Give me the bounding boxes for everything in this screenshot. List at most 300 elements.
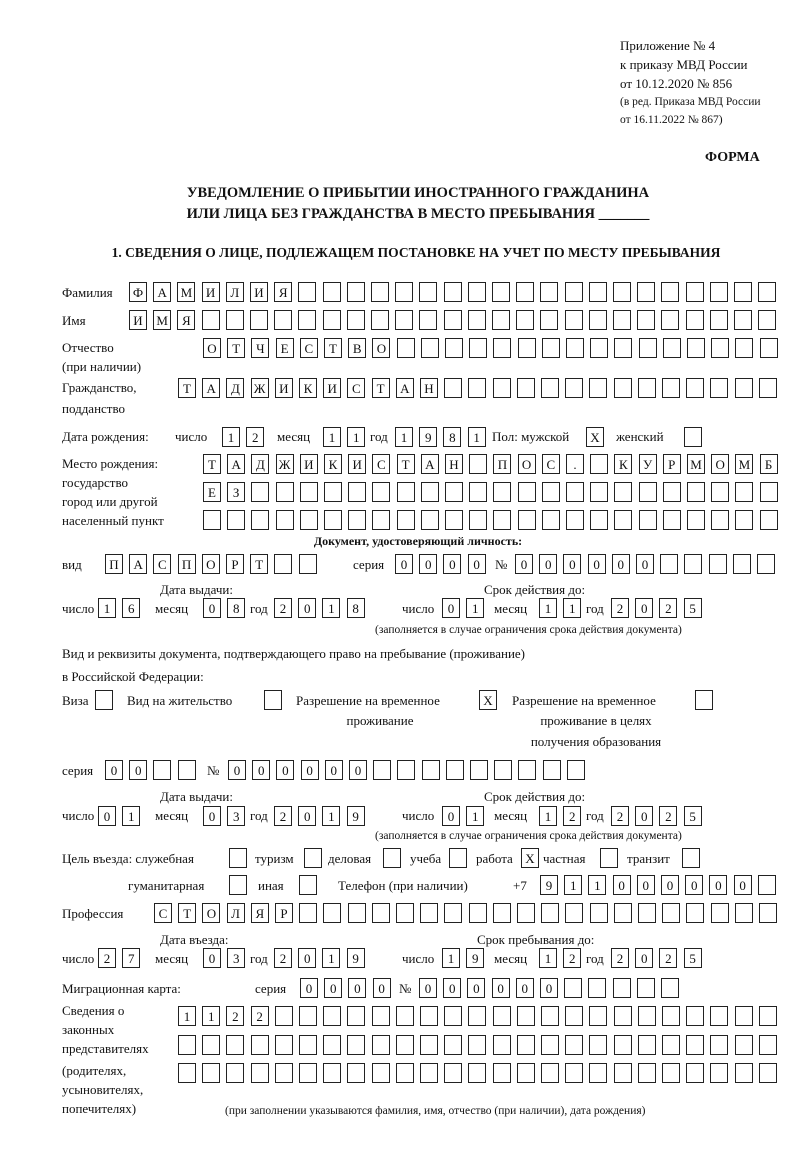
char-cell[interactable] xyxy=(275,1035,293,1055)
char-cell[interactable] xyxy=(660,554,678,574)
char-cell[interactable] xyxy=(275,1063,293,1083)
char-cell[interactable]: 1 xyxy=(98,598,116,618)
char-cell[interactable] xyxy=(419,310,437,330)
char-cell[interactable] xyxy=(444,378,462,398)
char-cell[interactable]: 1 xyxy=(395,427,413,447)
char-cell[interactable] xyxy=(323,903,341,923)
char-cell[interactable]: 0 xyxy=(419,978,437,998)
char-cell[interactable]: Р xyxy=(275,903,293,923)
char-cell[interactable]: 1 xyxy=(468,427,486,447)
char-cell[interactable]: М xyxy=(687,454,705,474)
char-cell[interactable] xyxy=(444,1063,462,1083)
char-cell[interactable]: X xyxy=(521,848,539,868)
char-cell[interactable] xyxy=(613,978,631,998)
char-cell[interactable] xyxy=(760,510,778,530)
char-cell[interactable] xyxy=(396,1006,414,1026)
char-cell[interactable] xyxy=(565,310,583,330)
char-cell[interactable] xyxy=(542,482,560,502)
char-cell[interactable] xyxy=(682,848,700,868)
char-cell[interactable]: 1 xyxy=(588,875,606,895)
char-cell[interactable] xyxy=(566,338,584,358)
char-cell[interactable] xyxy=(229,875,247,895)
char-cell[interactable]: 2 xyxy=(98,948,116,968)
char-cell[interactable]: А xyxy=(153,282,171,302)
char-cell[interactable] xyxy=(517,378,535,398)
char-cell[interactable] xyxy=(419,282,437,302)
char-cell[interactable] xyxy=(710,282,728,302)
char-cell[interactable] xyxy=(686,1006,704,1026)
char-cell[interactable]: 0 xyxy=(635,598,653,618)
char-cell[interactable] xyxy=(420,1063,438,1083)
char-cell[interactable] xyxy=(421,482,439,502)
char-cell[interactable]: 1 xyxy=(322,806,340,826)
char-cell[interactable] xyxy=(590,510,608,530)
char-cell[interactable] xyxy=(565,1006,583,1026)
char-cell[interactable] xyxy=(371,310,389,330)
char-cell[interactable]: 1 xyxy=(466,806,484,826)
char-cell[interactable] xyxy=(565,903,583,923)
char-cell[interactable] xyxy=(300,510,318,530)
char-cell[interactable] xyxy=(444,282,462,302)
char-cell[interactable] xyxy=(444,1006,462,1026)
char-cell[interactable] xyxy=(734,310,752,330)
char-cell[interactable] xyxy=(444,903,462,923)
char-cell[interactable] xyxy=(686,282,704,302)
char-cell[interactable] xyxy=(758,875,776,895)
char-cell[interactable] xyxy=(588,978,606,998)
char-cell[interactable] xyxy=(637,282,655,302)
char-cell[interactable] xyxy=(614,1006,632,1026)
char-cell[interactable]: 1 xyxy=(122,806,140,826)
char-cell[interactable] xyxy=(565,1063,583,1083)
char-cell[interactable]: 1 xyxy=(466,598,484,618)
char-cell[interactable] xyxy=(226,1035,244,1055)
char-cell[interactable]: 0 xyxy=(203,806,221,826)
char-cell[interactable]: П xyxy=(105,554,123,574)
char-cell[interactable] xyxy=(323,1035,341,1055)
char-cell[interactable] xyxy=(686,1063,704,1083)
char-cell[interactable] xyxy=(299,875,317,895)
char-cell[interactable]: 0 xyxy=(443,978,461,998)
char-cell[interactable] xyxy=(637,310,655,330)
char-cell[interactable]: 2 xyxy=(274,948,292,968)
char-cell[interactable] xyxy=(299,1006,317,1026)
char-cell[interactable] xyxy=(324,510,342,530)
char-cell[interactable] xyxy=(540,310,558,330)
char-cell[interactable] xyxy=(468,1063,486,1083)
char-cell[interactable] xyxy=(709,554,727,574)
char-cell[interactable] xyxy=(735,1035,753,1055)
char-cell[interactable] xyxy=(274,554,292,574)
char-cell[interactable] xyxy=(516,282,534,302)
char-cell[interactable] xyxy=(517,903,535,923)
char-cell[interactable] xyxy=(347,282,365,302)
char-cell[interactable] xyxy=(468,378,486,398)
char-cell[interactable]: 0 xyxy=(298,806,316,826)
char-cell[interactable] xyxy=(299,1035,317,1055)
char-cell[interactable]: 2 xyxy=(226,1006,244,1026)
char-cell[interactable] xyxy=(446,760,464,780)
char-cell[interactable]: В xyxy=(348,338,366,358)
char-cell[interactable] xyxy=(202,1035,220,1055)
char-cell[interactable] xyxy=(639,482,657,502)
char-cell[interactable]: 1 xyxy=(539,806,557,826)
char-cell[interactable]: С xyxy=(347,378,365,398)
char-cell[interactable] xyxy=(492,282,510,302)
char-cell[interactable] xyxy=(494,760,512,780)
char-cell[interactable]: 8 xyxy=(443,427,461,447)
char-cell[interactable] xyxy=(517,1035,535,1055)
char-cell[interactable] xyxy=(299,554,317,574)
char-cell[interactable]: 0 xyxy=(613,875,631,895)
char-cell[interactable] xyxy=(566,482,584,502)
char-cell[interactable]: 1 xyxy=(539,598,557,618)
char-cell[interactable]: Р xyxy=(226,554,244,574)
char-cell[interactable] xyxy=(304,848,322,868)
char-cell[interactable] xyxy=(710,378,728,398)
char-cell[interactable] xyxy=(396,903,414,923)
char-cell[interactable] xyxy=(251,482,269,502)
char-cell[interactable]: 9 xyxy=(540,875,558,895)
char-cell[interactable] xyxy=(347,1035,365,1055)
char-cell[interactable] xyxy=(348,482,366,502)
char-cell[interactable] xyxy=(227,510,245,530)
char-cell[interactable] xyxy=(299,1063,317,1083)
char-cell[interactable] xyxy=(735,378,753,398)
char-cell[interactable]: А xyxy=(396,378,414,398)
char-cell[interactable] xyxy=(95,690,113,710)
char-cell[interactable] xyxy=(614,378,632,398)
char-cell[interactable]: Т xyxy=(324,338,342,358)
char-cell[interactable] xyxy=(613,310,631,330)
char-cell[interactable] xyxy=(543,760,561,780)
char-cell[interactable] xyxy=(153,760,171,780)
char-cell[interactable] xyxy=(662,378,680,398)
char-cell[interactable] xyxy=(468,1035,486,1055)
char-cell[interactable]: П xyxy=(178,554,196,574)
char-cell[interactable] xyxy=(469,338,487,358)
char-cell[interactable]: И xyxy=(348,454,366,474)
char-cell[interactable] xyxy=(469,510,487,530)
char-cell[interactable] xyxy=(469,454,487,474)
char-cell[interactable] xyxy=(759,1035,777,1055)
char-cell[interactable] xyxy=(517,1063,535,1083)
char-cell[interactable]: 2 xyxy=(563,806,581,826)
char-cell[interactable]: 0 xyxy=(373,978,391,998)
char-cell[interactable]: Я xyxy=(274,282,292,302)
char-cell[interactable] xyxy=(735,1063,753,1083)
char-cell[interactable]: 2 xyxy=(659,806,677,826)
char-cell[interactable]: 0 xyxy=(540,978,558,998)
char-cell[interactable] xyxy=(614,482,632,502)
char-cell[interactable] xyxy=(470,760,488,780)
char-cell[interactable] xyxy=(348,903,366,923)
char-cell[interactable]: 0 xyxy=(709,875,727,895)
char-cell[interactable] xyxy=(637,978,655,998)
char-cell[interactable] xyxy=(541,903,559,923)
char-cell[interactable] xyxy=(614,903,632,923)
char-cell[interactable]: К xyxy=(614,454,632,474)
char-cell[interactable]: 0 xyxy=(588,554,606,574)
char-cell[interactable] xyxy=(590,454,608,474)
char-cell[interactable] xyxy=(468,282,486,302)
char-cell[interactable] xyxy=(590,482,608,502)
char-cell[interactable] xyxy=(274,310,292,330)
char-cell[interactable] xyxy=(590,903,608,923)
char-cell[interactable] xyxy=(516,310,534,330)
char-cell[interactable] xyxy=(372,903,390,923)
char-cell[interactable] xyxy=(695,690,713,710)
char-cell[interactable]: С xyxy=(153,554,171,574)
char-cell[interactable] xyxy=(614,1035,632,1055)
char-cell[interactable] xyxy=(589,378,607,398)
char-cell[interactable] xyxy=(469,903,487,923)
char-cell[interactable]: 0 xyxy=(442,598,460,618)
char-cell[interactable]: 0 xyxy=(612,554,630,574)
char-cell[interactable]: 0 xyxy=(348,978,366,998)
char-cell[interactable] xyxy=(663,510,681,530)
char-cell[interactable] xyxy=(760,482,778,502)
char-cell[interactable]: О xyxy=(372,338,390,358)
char-cell[interactable] xyxy=(589,1063,607,1083)
char-cell[interactable] xyxy=(565,378,583,398)
char-cell[interactable] xyxy=(638,1063,656,1083)
char-cell[interactable] xyxy=(518,760,536,780)
char-cell[interactable] xyxy=(735,338,753,358)
char-cell[interactable] xyxy=(686,378,704,398)
char-cell[interactable]: 0 xyxy=(105,760,123,780)
char-cell[interactable]: Я xyxy=(251,903,269,923)
char-cell[interactable]: И xyxy=(250,282,268,302)
char-cell[interactable] xyxy=(686,903,704,923)
char-cell[interactable] xyxy=(347,1006,365,1026)
char-cell[interactable]: 0 xyxy=(661,875,679,895)
char-cell[interactable] xyxy=(711,338,729,358)
char-cell[interactable]: 7 xyxy=(122,948,140,968)
char-cell[interactable] xyxy=(444,1035,462,1055)
char-cell[interactable] xyxy=(493,482,511,502)
char-cell[interactable] xyxy=(276,510,294,530)
char-cell[interactable] xyxy=(493,1063,511,1083)
char-cell[interactable]: Я xyxy=(177,310,195,330)
char-cell[interactable] xyxy=(178,760,196,780)
char-cell[interactable]: 0 xyxy=(228,760,246,780)
char-cell[interactable] xyxy=(735,510,753,530)
char-cell[interactable] xyxy=(395,282,413,302)
char-cell[interactable]: Н xyxy=(420,378,438,398)
char-cell[interactable] xyxy=(445,510,463,530)
char-cell[interactable]: Т xyxy=(178,903,196,923)
char-cell[interactable] xyxy=(178,1063,196,1083)
char-cell[interactable]: 9 xyxy=(347,948,365,968)
char-cell[interactable] xyxy=(735,903,753,923)
char-cell[interactable] xyxy=(397,482,415,502)
char-cell[interactable]: 0 xyxy=(516,978,534,998)
char-cell[interactable] xyxy=(250,310,268,330)
char-cell[interactable]: 5 xyxy=(684,806,702,826)
char-cell[interactable]: К xyxy=(324,454,342,474)
char-cell[interactable] xyxy=(565,282,583,302)
char-cell[interactable]: 0 xyxy=(203,598,221,618)
char-cell[interactable] xyxy=(229,848,247,868)
char-cell[interactable]: 1 xyxy=(347,427,365,447)
char-cell[interactable]: 0 xyxy=(734,875,752,895)
char-cell[interactable] xyxy=(372,510,390,530)
char-cell[interactable] xyxy=(541,1006,559,1026)
char-cell[interactable] xyxy=(493,903,511,923)
char-cell[interactable] xyxy=(710,1063,728,1083)
char-cell[interactable]: 0 xyxy=(252,760,270,780)
char-cell[interactable] xyxy=(397,338,415,358)
char-cell[interactable]: 2 xyxy=(659,598,677,618)
char-cell[interactable] xyxy=(518,338,536,358)
char-cell[interactable] xyxy=(541,1063,559,1083)
char-cell[interactable]: Л xyxy=(226,282,244,302)
char-cell[interactable]: 0 xyxy=(324,978,342,998)
char-cell[interactable] xyxy=(493,1006,511,1026)
char-cell[interactable] xyxy=(684,427,702,447)
char-cell[interactable]: 3 xyxy=(227,948,245,968)
char-cell[interactable] xyxy=(372,1006,390,1026)
char-cell[interactable] xyxy=(663,482,681,502)
char-cell[interactable] xyxy=(396,1063,414,1083)
char-cell[interactable]: 0 xyxy=(298,948,316,968)
char-cell[interactable] xyxy=(372,1063,390,1083)
char-cell[interactable] xyxy=(686,310,704,330)
char-cell[interactable] xyxy=(276,482,294,502)
char-cell[interactable] xyxy=(565,1035,583,1055)
char-cell[interactable] xyxy=(251,1063,269,1083)
char-cell[interactable] xyxy=(541,378,559,398)
char-cell[interactable]: 0 xyxy=(300,978,318,998)
char-cell[interactable]: 2 xyxy=(251,1006,269,1026)
char-cell[interactable] xyxy=(662,903,680,923)
char-cell[interactable]: 0 xyxy=(442,806,460,826)
char-cell[interactable]: О xyxy=(202,554,220,574)
char-cell[interactable]: X xyxy=(479,690,497,710)
char-cell[interactable] xyxy=(202,1063,220,1083)
char-cell[interactable] xyxy=(373,760,391,780)
char-cell[interactable] xyxy=(226,1063,244,1083)
char-cell[interactable] xyxy=(444,310,462,330)
char-cell[interactable] xyxy=(251,510,269,530)
char-cell[interactable] xyxy=(589,1035,607,1055)
char-cell[interactable] xyxy=(449,848,467,868)
char-cell[interactable]: О xyxy=(203,338,221,358)
char-cell[interactable]: 2 xyxy=(274,806,292,826)
char-cell[interactable]: 1 xyxy=(442,948,460,968)
char-cell[interactable]: С xyxy=(542,454,560,474)
char-cell[interactable] xyxy=(541,1035,559,1055)
char-cell[interactable]: 1 xyxy=(564,875,582,895)
char-cell[interactable] xyxy=(711,903,729,923)
char-cell[interactable] xyxy=(661,282,679,302)
char-cell[interactable] xyxy=(589,282,607,302)
char-cell[interactable] xyxy=(566,510,584,530)
char-cell[interactable]: 6 xyxy=(122,598,140,618)
char-cell[interactable] xyxy=(299,903,317,923)
char-cell[interactable]: Д xyxy=(226,378,244,398)
char-cell[interactable] xyxy=(687,338,705,358)
char-cell[interactable]: Д xyxy=(251,454,269,474)
char-cell[interactable]: 1 xyxy=(178,1006,196,1026)
char-cell[interactable] xyxy=(662,1035,680,1055)
char-cell[interactable] xyxy=(711,510,729,530)
char-cell[interactable]: 0 xyxy=(301,760,319,780)
char-cell[interactable]: К xyxy=(299,378,317,398)
char-cell[interactable]: 1 xyxy=(539,948,557,968)
char-cell[interactable]: С xyxy=(154,903,172,923)
char-cell[interactable] xyxy=(347,310,365,330)
char-cell[interactable]: 5 xyxy=(684,598,702,618)
char-cell[interactable] xyxy=(735,482,753,502)
char-cell[interactable]: 9 xyxy=(419,427,437,447)
char-cell[interactable]: 0 xyxy=(539,554,557,574)
char-cell[interactable]: Т xyxy=(372,378,390,398)
char-cell[interactable] xyxy=(638,1006,656,1026)
char-cell[interactable] xyxy=(589,1006,607,1026)
char-cell[interactable]: И xyxy=(300,454,318,474)
char-cell[interactable] xyxy=(662,1063,680,1083)
char-cell[interactable] xyxy=(733,554,751,574)
char-cell[interactable]: 0 xyxy=(636,554,654,574)
char-cell[interactable]: 5 xyxy=(684,948,702,968)
char-cell[interactable]: Т xyxy=(203,454,221,474)
char-cell[interactable] xyxy=(564,978,582,998)
char-cell[interactable]: 0 xyxy=(203,948,221,968)
char-cell[interactable] xyxy=(468,310,486,330)
char-cell[interactable] xyxy=(298,310,316,330)
char-cell[interactable]: М xyxy=(177,282,195,302)
char-cell[interactable] xyxy=(421,338,439,358)
char-cell[interactable] xyxy=(493,378,511,398)
char-cell[interactable]: 0 xyxy=(325,760,343,780)
char-cell[interactable] xyxy=(300,482,318,502)
char-cell[interactable] xyxy=(395,310,413,330)
char-cell[interactable] xyxy=(298,282,316,302)
char-cell[interactable] xyxy=(710,1035,728,1055)
char-cell[interactable]: П xyxy=(493,454,511,474)
char-cell[interactable] xyxy=(202,310,220,330)
char-cell[interactable] xyxy=(542,510,560,530)
char-cell[interactable] xyxy=(264,690,282,710)
char-cell[interactable] xyxy=(517,1006,535,1026)
char-cell[interactable] xyxy=(567,760,585,780)
char-cell[interactable] xyxy=(759,1006,777,1026)
char-cell[interactable]: 2 xyxy=(246,427,264,447)
char-cell[interactable]: 1 xyxy=(222,427,240,447)
char-cell[interactable] xyxy=(613,282,631,302)
char-cell[interactable]: 9 xyxy=(466,948,484,968)
char-cell[interactable] xyxy=(759,378,777,398)
char-cell[interactable]: 2 xyxy=(274,598,292,618)
char-cell[interactable] xyxy=(661,978,679,998)
char-cell[interactable] xyxy=(372,1035,390,1055)
char-cell[interactable] xyxy=(347,1063,365,1083)
char-cell[interactable] xyxy=(759,1063,777,1083)
char-cell[interactable]: 0 xyxy=(637,875,655,895)
char-cell[interactable]: О xyxy=(711,454,729,474)
char-cell[interactable]: 1 xyxy=(202,1006,220,1026)
char-cell[interactable] xyxy=(686,1035,704,1055)
char-cell[interactable]: 1 xyxy=(563,598,581,618)
char-cell[interactable] xyxy=(445,482,463,502)
char-cell[interactable]: О xyxy=(518,454,536,474)
char-cell[interactable]: 2 xyxy=(611,598,629,618)
char-cell[interactable] xyxy=(540,282,558,302)
char-cell[interactable]: И xyxy=(323,378,341,398)
char-cell[interactable]: Т xyxy=(178,378,196,398)
